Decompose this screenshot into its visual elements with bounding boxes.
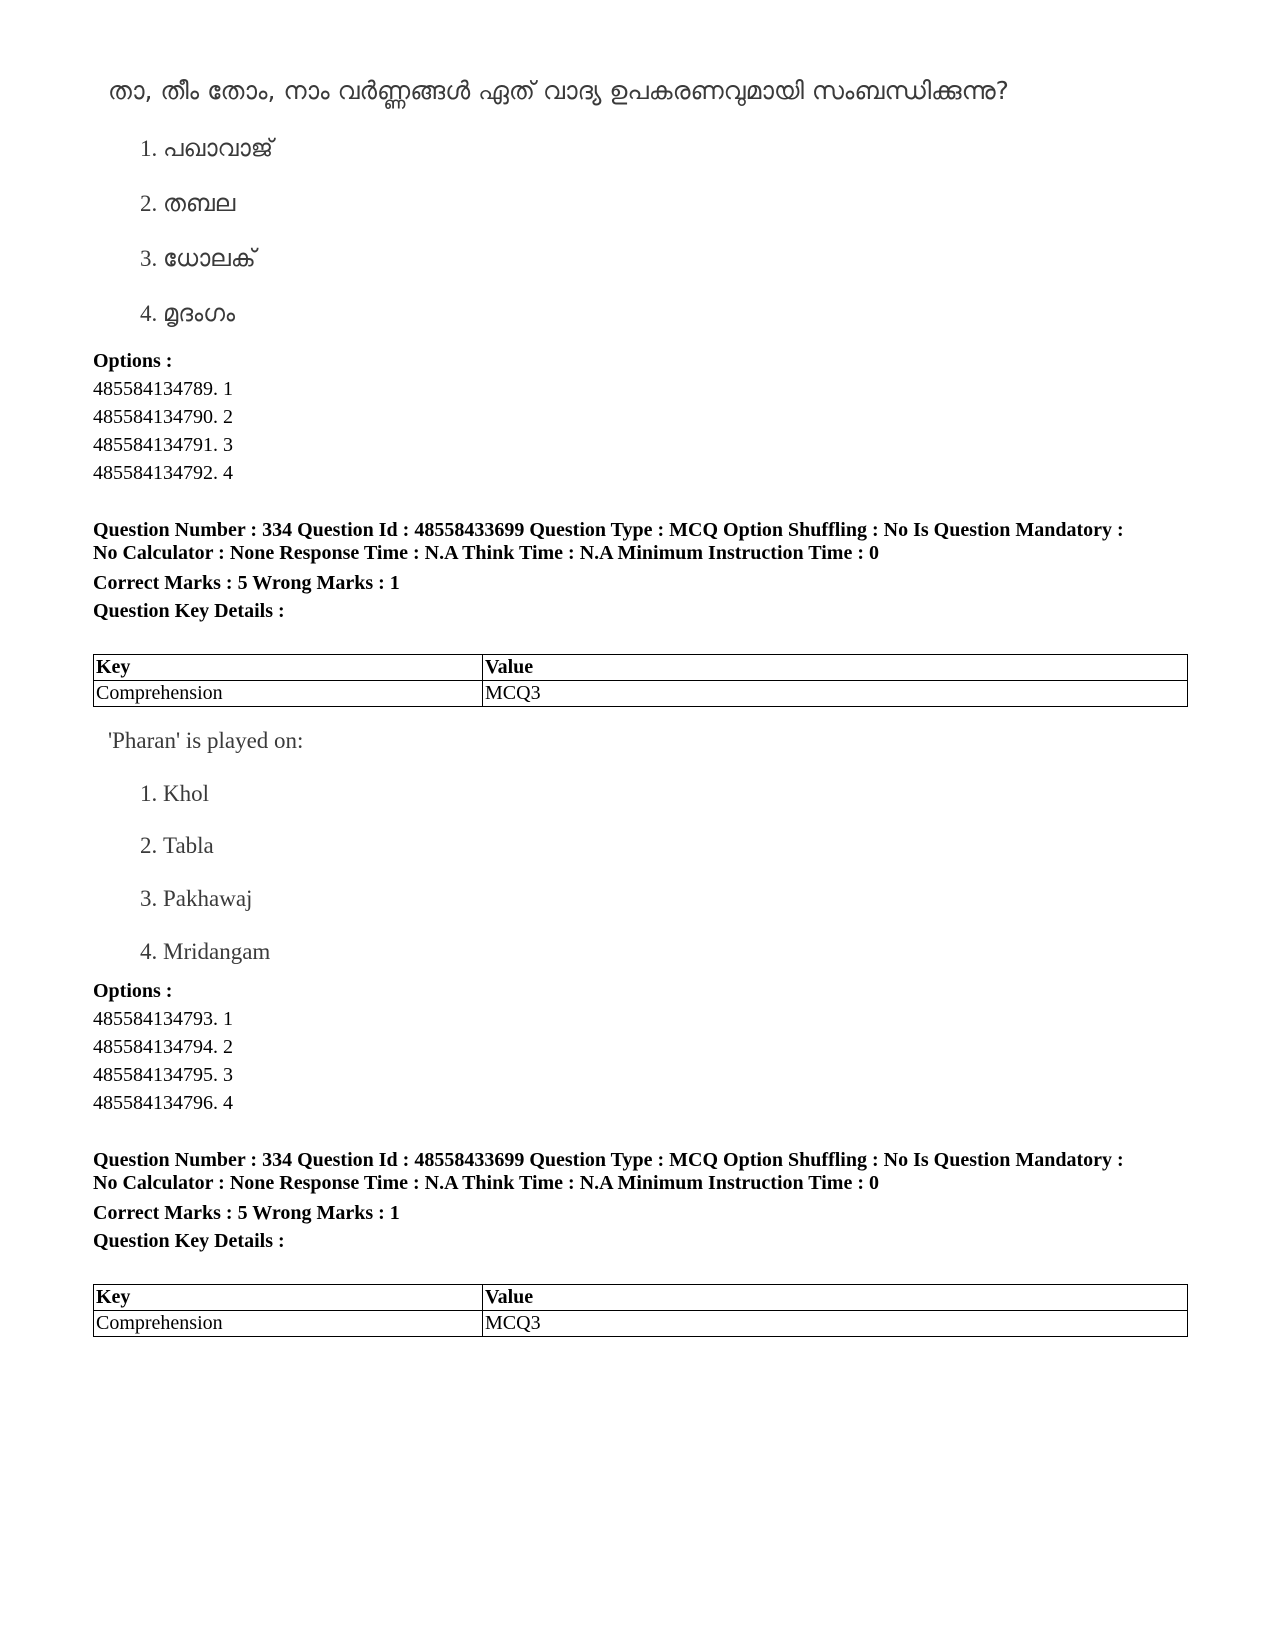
question-key-table: [93, 654, 1188, 707]
option-number: 4.: [140, 301, 158, 326]
option-id-item: 485584134795. 3: [93, 1064, 233, 1086]
question-key-table: [93, 1284, 1188, 1337]
option-text: പഖാവാജ്: [163, 134, 274, 162]
table-header-row: [94, 655, 1188, 681]
option-text: ധോലക്: [163, 244, 256, 272]
question-meta-line: Question Number : 334 Question Id : 48558433699 Question Type : MCQ Option Shuffling : No Is Question Mandatory :: [93, 1149, 1124, 1171]
question-option: [140, 299, 235, 327]
option-id-item: 485584134794. 2: [93, 1036, 233, 1058]
option-text: Khol: [163, 781, 209, 806]
option-number: 3.: [140, 246, 158, 271]
option-number: 2.: [140, 833, 158, 858]
table-header-value: Value: [483, 655, 1188, 681]
option-text: തബല: [163, 189, 236, 217]
options-list: [93, 347, 1193, 487]
option-text: മൃദംഗം: [163, 299, 236, 327]
question-option: [140, 134, 273, 162]
option-id-item: 485584134793. 1: [93, 1008, 233, 1030]
option-number: 4.: [140, 939, 158, 964]
option-number: 3.: [140, 886, 158, 911]
table-cell-key: Comprehension: [94, 681, 483, 707]
question-text: 'Pharan' is played on:: [108, 728, 304, 753]
question-option: [140, 189, 235, 217]
table-header-value: Value: [483, 1285, 1188, 1311]
question-option: [140, 886, 252, 912]
question-meta-line: No Calculator : None Response Time : N.A Think Time : N.A Minimum Instruction Time : 0: [93, 542, 879, 564]
question-option: [140, 939, 270, 965]
table-cell-value: MCQ3: [483, 681, 1188, 707]
marks-text: Correct Marks : 5 Wrong Marks : 1: [93, 572, 400, 594]
question-option: [140, 781, 209, 807]
question-header: [93, 1149, 1193, 1195]
question-text: താ, തീം തോം, നാം വർണ്ണങ്ങൾ ഏത് വാദ്യ ഉപകരണവുമായി സംബന്ധിക്കുന്നു?: [108, 76, 1009, 105]
marks-line: [93, 569, 1193, 625]
question-image-malayalam: [108, 76, 1208, 346]
options-heading: Options :: [93, 350, 173, 372]
key-details-label: Question Key Details :: [93, 600, 285, 622]
table-cell-value: MCQ3: [483, 1311, 1188, 1337]
option-text: Pakhawaj: [163, 886, 253, 911]
table-row: [94, 1311, 1188, 1337]
option-id-item: 485584134792. 4: [93, 462, 233, 484]
question-image-english: [108, 728, 1208, 968]
question-meta-line: Question Number : 334 Question Id : 48558433699 Question Type : MCQ Option Shuffling : No Is Question Mandatory :: [93, 519, 1124, 541]
options-heading: Options :: [93, 980, 173, 1002]
option-id-item: 485584134789. 1: [93, 378, 233, 400]
option-number: 1.: [140, 136, 158, 161]
option-text: Mridangam: [163, 939, 271, 964]
question-option: [140, 244, 256, 272]
option-id-item: 485584134790. 2: [93, 406, 233, 428]
table-row: [94, 681, 1188, 707]
option-number: 2.: [140, 191, 158, 216]
option-text: Tabla: [163, 833, 214, 858]
option-id-item: 485584134791. 3: [93, 434, 233, 456]
question-meta-line: No Calculator : None Response Time : N.A Think Time : N.A Minimum Instruction Time : 0: [93, 1172, 879, 1194]
option-number: 1.: [140, 781, 158, 806]
question-option: [140, 833, 214, 859]
table-cell-key: Comprehension: [94, 1311, 483, 1337]
question-header: [93, 519, 1193, 565]
table-header-key: Key: [94, 655, 483, 681]
table-header-key: Key: [94, 1285, 483, 1311]
option-id-item: 485584134796. 4: [93, 1092, 233, 1114]
marks-text: Correct Marks : 5 Wrong Marks : 1: [93, 1202, 400, 1224]
options-list: [93, 977, 1193, 1117]
key-details-label: Question Key Details :: [93, 1230, 285, 1252]
marks-line: [93, 1199, 1193, 1255]
table-header-row: [94, 1285, 1188, 1311]
